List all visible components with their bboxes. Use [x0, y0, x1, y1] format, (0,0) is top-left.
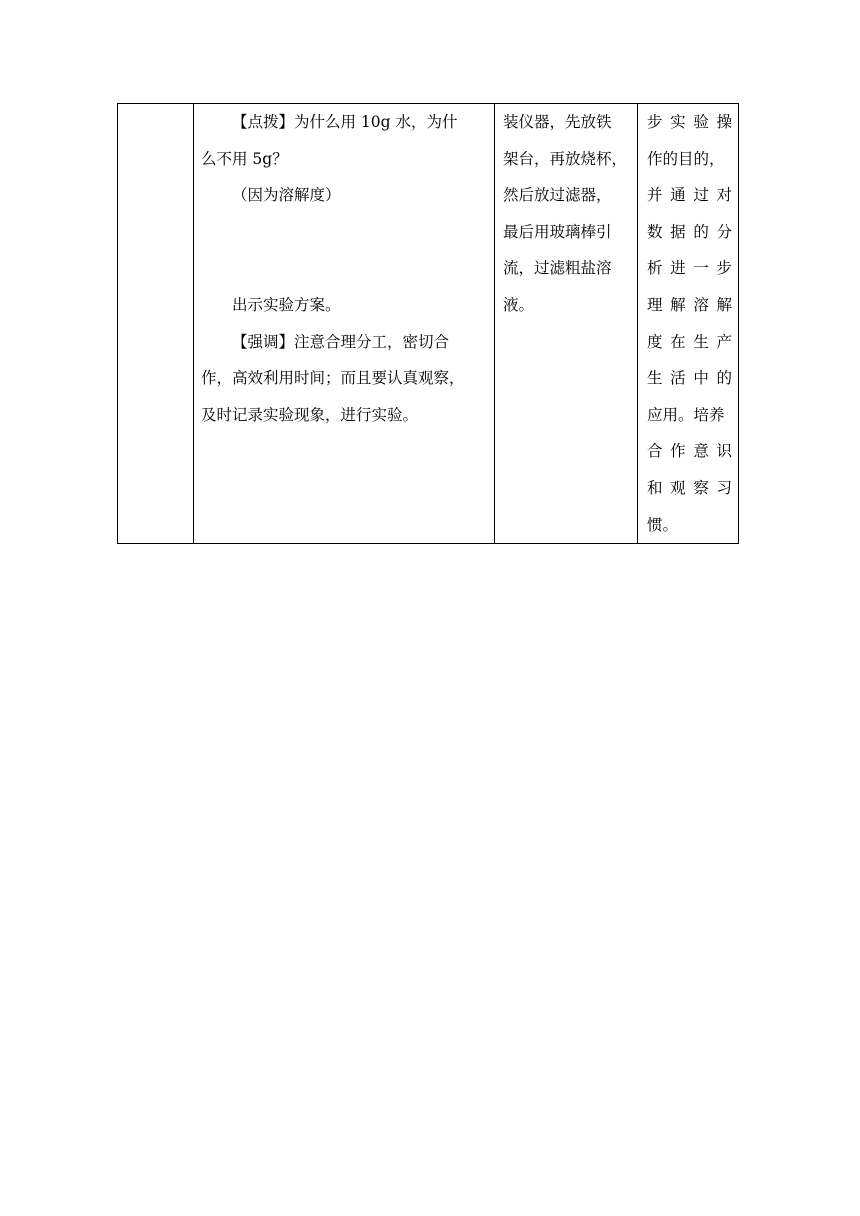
guidance-question-line-1: 【点拨】为什么用 10g 水，为什	[232, 113, 458, 131]
guidance-question-line-2: 么不用 5g？	[201, 149, 288, 168]
student-activity-cell	[495, 104, 638, 544]
student-activity-line: 架台，再放烧杯，	[503, 149, 628, 168]
student-activity-line: 然后放过滤器，	[503, 186, 612, 205]
design-intent-line: 和观察习	[647, 478, 732, 497]
emphasis-line-2: 作，高效利用时间；而且要认真观察，	[201, 369, 465, 388]
stage-cell	[118, 104, 194, 544]
design-intent-line: 步实验操	[647, 113, 732, 131]
design-intent-line: 惯。	[647, 515, 679, 534]
student-activity-line: 液。	[503, 295, 535, 314]
design-intent-line: 度在生产	[647, 332, 732, 351]
lesson-plan-table	[117, 103, 739, 544]
lesson-table-wrapper	[117, 103, 739, 544]
design-intent-line: 理解溶解	[647, 295, 732, 314]
teacher-activity-cell	[194, 104, 495, 544]
design-intent-line: 合作意识	[647, 442, 732, 461]
blank-line	[201, 214, 489, 251]
design-intent-line: 并通过对	[647, 186, 732, 205]
guidance-answer-line: （因为溶解度）	[232, 186, 341, 205]
blank-line	[201, 250, 489, 287]
design-intent-line: 数据的分	[647, 222, 732, 241]
emphasis-line-3: 及时记录实验现象，进行实验。	[201, 405, 419, 424]
student-activity-line: 装仪器，先放铁	[503, 113, 612, 131]
show-plan-line: 出示实验方案。	[232, 295, 341, 314]
design-intent-line: 应用。培养	[647, 405, 725, 424]
design-intent-line: 生活中的	[647, 369, 732, 388]
table-row	[118, 104, 739, 544]
design-intent-line: 析进一步	[647, 259, 732, 278]
student-activity-line: 流，过滤粗盐溶	[503, 259, 612, 278]
emphasis-line-1: 【强调】注意合理分工，密切合	[232, 332, 450, 351]
student-activity-line: 最后用玻璃棒引	[503, 222, 612, 241]
design-intent-cell	[638, 104, 739, 544]
design-intent-line: 作的目的，	[647, 149, 725, 168]
